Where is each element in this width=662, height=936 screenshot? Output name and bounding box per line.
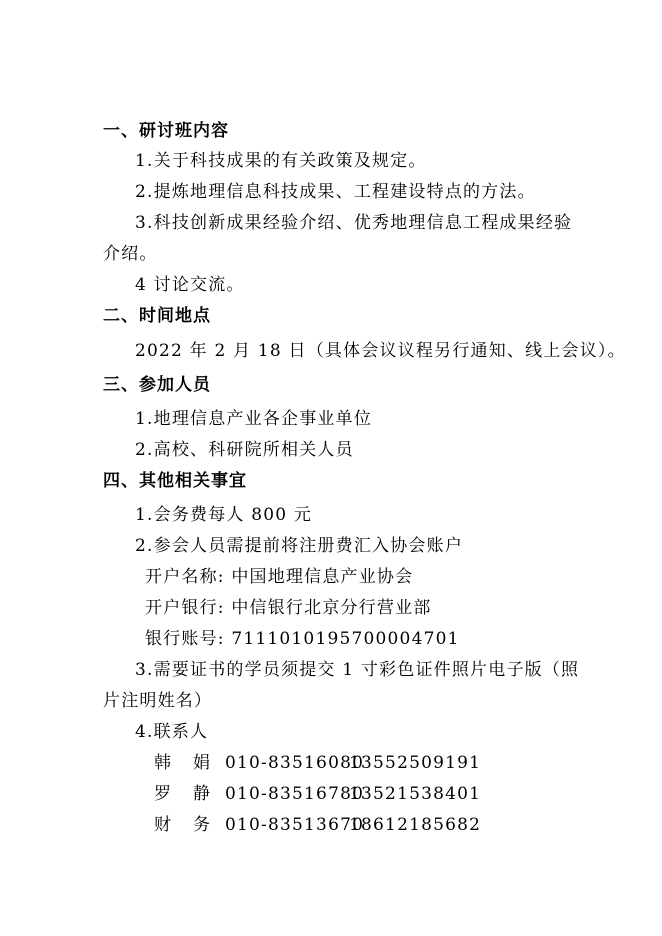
contact-mobile: 13552509191	[349, 753, 482, 773]
section-heading-participants: 三、参加人员	[103, 375, 211, 395]
section-heading-content: 一、研讨班内容	[103, 121, 229, 141]
contact-name: 罗静	[154, 784, 232, 804]
time-place-text: 2022 年 2 月 18 日（具体会议议程另行通知、线上会议）。	[135, 341, 626, 361]
contact-mobile: 18612185682	[349, 815, 482, 835]
content-item-4: 4 讨论交流。	[135, 275, 245, 295]
certificate-item: 3.需要证书的学员须提交 1 寸彩色证件照片电子版（照	[135, 660, 580, 680]
contact-phone: 010-83516780	[225, 784, 365, 804]
participant-item-2: 2.高校、科研院所相关人员	[135, 440, 354, 460]
section-heading-other-matters: 四、其他相关事宜	[103, 471, 247, 491]
account-number: 银行账号: 7111010195700004701	[145, 629, 460, 649]
participant-item-1: 1.地理信息产业各企事业单位	[135, 409, 373, 429]
content-item-1: 1.关于科技成果的有关政策及规定。	[135, 151, 427, 171]
section-heading-time-place: 二、时间地点	[103, 306, 211, 326]
contact-name: 韩娟	[154, 753, 232, 773]
contact-label: 4.联系人	[135, 722, 209, 742]
certificate-item-continued: 片注明姓名）	[103, 691, 213, 711]
payment-item: 2.参会人员需提前将注册费汇入协会账户	[135, 536, 464, 556]
contact-mobile: 13521538401	[349, 784, 482, 804]
fee-item: 1.会务费每人 800 元	[135, 505, 313, 525]
account-bank: 开户银行: 中信银行北京分行营业部	[145, 598, 432, 618]
content-item-3-continued: 介绍。	[103, 244, 158, 264]
account-name: 开户名称: 中国地理信息产业协会	[145, 567, 414, 587]
contact-phone: 010-83516080	[225, 753, 365, 773]
contact-phone: 010-83513670	[225, 815, 365, 835]
content-item-3: 3.科技创新成果经验介绍、优秀地理信息工程成果经验	[135, 213, 573, 233]
contact-name: 财务	[154, 815, 232, 835]
content-item-2: 2.提炼地理信息科技成果、工程建设特点的方法。	[135, 182, 536, 202]
